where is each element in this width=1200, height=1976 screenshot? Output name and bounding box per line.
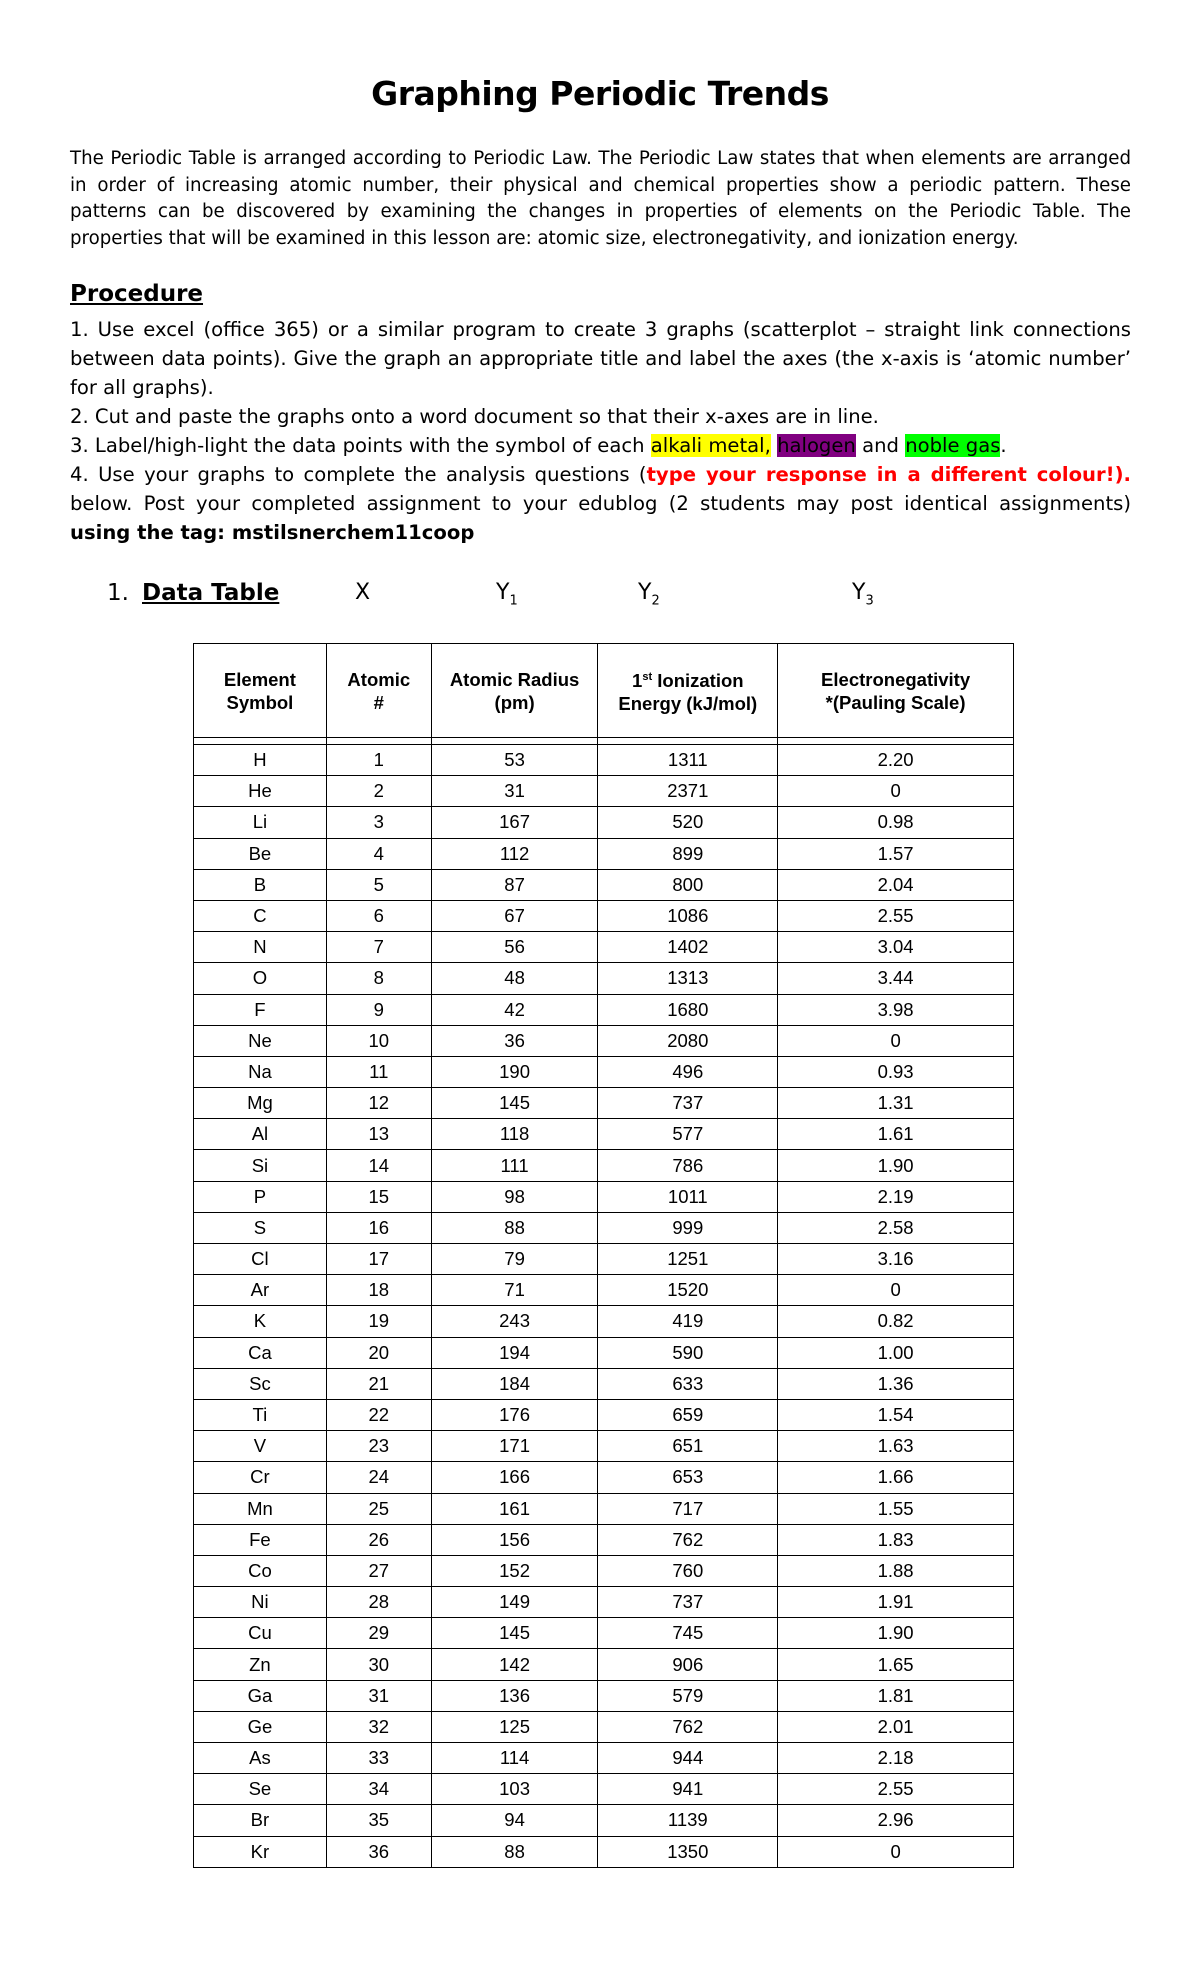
procedure-heading: Procedure [70,281,204,307]
cell-atomic-number: 36 [326,1836,431,1867]
cell-atomic-radius: 190 [431,1056,598,1087]
table-row [194,994,1014,1025]
cell-electronegativity: 0.82 [778,1306,1014,1337]
table-row [194,1119,1014,1150]
cell-atomic-radius: 31 [431,776,598,807]
axis-x-label: X [355,580,371,605]
cell-ionization-energy: 1311 [598,745,778,776]
cell-atomic-number: 17 [326,1244,431,1275]
cell-element-symbol: Ge [194,1711,327,1742]
cell-electronegativity: 2.55 [778,1774,1014,1805]
cell-element-symbol: Ga [194,1680,327,1711]
cell-element-symbol: Fe [194,1524,327,1555]
cell-atomic-number: 31 [326,1680,431,1711]
cell-electronegativity: 1.36 [778,1368,1014,1399]
periodic-data-table [193,643,1014,1868]
cell-atomic-number: 19 [326,1306,431,1337]
cell-atomic-radius: 79 [431,1244,598,1275]
cell-electronegativity: 2.20 [778,745,1014,776]
cell-atomic-radius: 103 [431,1774,598,1805]
axis-y1-sub: 1 [509,593,518,609]
cell-atomic-radius: 36 [431,1025,598,1056]
cell-atomic-number: 21 [326,1368,431,1399]
table-row [194,1368,1014,1399]
cell-atomic-radius: 142 [431,1649,598,1680]
data-table-number: 1. [107,580,129,606]
cell-atomic-radius: 194 [431,1337,598,1368]
cell-electronegativity: 2.18 [778,1743,1014,1774]
cell-element-symbol: Be [194,838,327,869]
cell-electronegativity: 0 [778,776,1014,807]
cell-electronegativity: 0 [778,1275,1014,1306]
cell-ionization-energy: 745 [598,1618,778,1649]
cell-electronegativity: 1.90 [778,1150,1014,1181]
axis-y3-letter: Y [852,580,866,605]
cell-element-symbol: As [194,1743,327,1774]
cell-atomic-radius: 166 [431,1462,598,1493]
step-3-text: 3. Label/high-light the data points with the symbol of each [70,434,651,457]
procedure-step-4 [70,460,1131,547]
cell-electronegativity: 1.65 [778,1649,1014,1680]
table-row [194,1836,1014,1867]
cell-electronegativity: 1.91 [778,1587,1014,1618]
cell-element-symbol: Al [194,1119,327,1150]
cell-atomic-radius: 112 [431,838,598,869]
table-row [194,1088,1014,1119]
cell-atomic-radius: 42 [431,994,598,1025]
cell-element-symbol: He [194,776,327,807]
cell-electronegativity: 1.57 [778,838,1014,869]
cell-atomic-radius: 145 [431,1088,598,1119]
table-row [194,1431,1014,1462]
cell-ionization-energy: 899 [598,838,778,869]
cell-electronegativity: 3.98 [778,994,1014,1025]
cell-atomic-number: 24 [326,1462,431,1493]
cell-ionization-energy: 2080 [598,1025,778,1056]
cell-electronegativity: 3.44 [778,963,1014,994]
cell-atomic-number: 20 [326,1337,431,1368]
cell-ionization-energy: 1251 [598,1244,778,1275]
cell-ionization-energy: 1313 [598,963,778,994]
step-3-and: and [855,434,906,457]
cell-element-symbol: Cr [194,1462,327,1493]
axis-y1-label [496,580,518,608]
cell-electronegativity: 2.96 [778,1805,1014,1836]
table-row [194,1680,1014,1711]
cell-ionization-energy: 1086 [598,900,778,931]
cell-electronegativity: 2.19 [778,1181,1014,1212]
cell-element-symbol: P [194,1181,327,1212]
table-row [194,1150,1014,1181]
cell-element-symbol: K [194,1306,327,1337]
cell-atomic-radius: 243 [431,1306,598,1337]
cell-ionization-energy: 800 [598,869,778,900]
cell-element-symbol: Kr [194,1836,327,1867]
cell-ionization-energy: 786 [598,1150,778,1181]
cell-atomic-radius: 176 [431,1399,598,1430]
axis-y1-letter: Y [496,580,510,605]
table-row [194,1649,1014,1680]
cell-atomic-number: 7 [326,932,431,963]
cell-ionization-energy: 762 [598,1524,778,1555]
table-row [194,745,1014,776]
cell-ionization-energy: 1520 [598,1275,778,1306]
cell-atomic-number: 16 [326,1212,431,1243]
table-row [194,1244,1014,1275]
cell-ionization-energy: 762 [598,1711,778,1742]
axis-y2-letter: Y [638,580,652,605]
noble-gas-highlight: noble gas [905,434,1001,457]
cell-atomic-number: 14 [326,1150,431,1181]
intro-paragraph: The Periodic Table is arranged according to Periodic Law. The Periodic Law states that when elements are arranged in order of increasing atomic number, their physical and chemical properties show a periodic pattern. These patterns can be discovered by examining the changes in properties of elements on the Periodic Table. The properties that will be examined in this lesson are: atomic size, electronegativity, and ionization energy. [70,148,1131,249]
cell-electronegativity: 2.01 [778,1711,1014,1742]
table-row [194,1306,1014,1337]
cell-atomic-radius: 53 [431,745,598,776]
header-element-symbol: Element Symbol [194,644,327,738]
cell-element-symbol: Mg [194,1088,327,1119]
cell-ionization-energy: 633 [598,1368,778,1399]
cell-atomic-number: 5 [326,869,431,900]
cell-electronegativity: 1.88 [778,1555,1014,1586]
cell-atomic-number: 29 [326,1618,431,1649]
cell-atomic-radius: 136 [431,1680,598,1711]
cell-atomic-number: 2 [326,776,431,807]
cell-electronegativity: 0 [778,1025,1014,1056]
cell-element-symbol: Cl [194,1244,327,1275]
table-row [194,1743,1014,1774]
axis-y2-sub: 2 [651,593,660,609]
table-row [194,1618,1014,1649]
cell-atomic-radius: 87 [431,869,598,900]
cell-atomic-radius: 48 [431,963,598,994]
cell-element-symbol: Zn [194,1649,327,1680]
cell-element-symbol: Ar [194,1275,327,1306]
cell-electronegativity: 1.83 [778,1524,1014,1555]
cell-electronegativity: 3.04 [778,932,1014,963]
cell-ionization-energy: 1680 [598,994,778,1025]
cell-atomic-number: 11 [326,1056,431,1087]
cell-ionization-energy: 1139 [598,1805,778,1836]
cell-atomic-number: 3 [326,807,431,838]
table-row [194,1805,1014,1836]
cell-atomic-number: 8 [326,963,431,994]
cell-ionization-energy: 590 [598,1337,778,1368]
axis-y3-label [852,580,874,608]
step-4-text: 4. Use your graphs to complete the analysis questions ( [70,463,647,486]
cell-element-symbol: S [194,1212,327,1243]
table-row [194,900,1014,931]
table-row [194,838,1014,869]
cell-ionization-energy: 1011 [598,1181,778,1212]
table-row [194,1587,1014,1618]
cell-element-symbol: C [194,900,327,931]
cell-atomic-radius: 56 [431,932,598,963]
cell-ionization-energy: 653 [598,1462,778,1493]
cell-atomic-number: 13 [326,1119,431,1150]
table-row [194,1275,1014,1306]
cell-atomic-number: 27 [326,1555,431,1586]
cell-ionization-energy: 737 [598,1587,778,1618]
cell-atomic-radius: 94 [431,1805,598,1836]
cell-electronegativity: 0.93 [778,1056,1014,1087]
cell-element-symbol: Ni [194,1587,327,1618]
cell-element-symbol: Cu [194,1618,327,1649]
cell-atomic-radius: 171 [431,1431,598,1462]
cell-atomic-number: 1 [326,745,431,776]
header-atomic-radius: Atomic Radius (pm) [431,644,598,738]
cell-ionization-energy: 419 [598,1306,778,1337]
cell-ionization-energy: 2371 [598,776,778,807]
cell-element-symbol: V [194,1431,327,1462]
cell-electronegativity: 0.98 [778,807,1014,838]
cell-element-symbol: Na [194,1056,327,1087]
cell-atomic-radius: 114 [431,1743,598,1774]
cell-atomic-radius: 98 [431,1181,598,1212]
cell-atomic-radius: 125 [431,1711,598,1742]
table-row [194,1212,1014,1243]
cell-atomic-number: 10 [326,1025,431,1056]
cell-atomic-number: 35 [326,1805,431,1836]
cell-electronegativity: 1.54 [778,1399,1014,1430]
cell-ionization-energy: 651 [598,1431,778,1462]
table-row [194,1181,1014,1212]
cell-element-symbol: Si [194,1150,327,1181]
cell-ionization-energy: 941 [598,1774,778,1805]
page-title: Graphing Periodic Trends [371,74,829,113]
cell-ionization-energy: 944 [598,1743,778,1774]
cell-atomic-radius: 167 [431,807,598,838]
table-row [194,1524,1014,1555]
table-row [194,1025,1014,1056]
cell-electronegativity: 2.58 [778,1212,1014,1243]
table-row [194,1493,1014,1524]
cell-ionization-energy: 579 [598,1680,778,1711]
table-row [194,1462,1014,1493]
cell-atomic-radius: 88 [431,1836,598,1867]
table-row [194,869,1014,900]
table-header-row [194,644,1014,738]
cell-electronegativity: 0 [778,1836,1014,1867]
table-row [194,932,1014,963]
cell-element-symbol: Ca [194,1337,327,1368]
cell-element-symbol: Mn [194,1493,327,1524]
cell-ionization-energy: 577 [598,1119,778,1150]
cell-atomic-number: 22 [326,1399,431,1430]
step-3-end: . [1000,434,1007,457]
response-colour-note: type your response in a different colour!). [646,463,1131,486]
cell-element-symbol: O [194,963,327,994]
cell-element-symbol: Ti [194,1399,327,1430]
halogen-highlight: halogen [777,434,856,457]
cell-element-symbol: Ne [194,1025,327,1056]
cell-electronegativity: 2.04 [778,869,1014,900]
cell-electronegativity: 3.16 [778,1244,1014,1275]
cell-element-symbol: B [194,869,327,900]
cell-electronegativity: 1.66 [778,1462,1014,1493]
table-row [194,1711,1014,1742]
cell-element-symbol: Se [194,1774,327,1805]
cell-electronegativity: 2.55 [778,900,1014,931]
cell-ionization-energy: 520 [598,807,778,838]
alkali-metal-highlight: alkali metal, [650,434,771,457]
cell-element-symbol: H [194,745,327,776]
cell-electronegativity: 1.63 [778,1431,1014,1462]
cell-element-symbol: Co [194,1555,327,1586]
cell-atomic-number: 28 [326,1587,431,1618]
cell-element-symbol: Li [194,807,327,838]
cell-atomic-number: 26 [326,1524,431,1555]
procedure-step-2: 2. Cut and paste the graphs onto a word document so that their x-axes are in line. [70,405,879,428]
cell-ionization-energy: 760 [598,1555,778,1586]
cell-electronegativity: 1.81 [778,1680,1014,1711]
cell-atomic-radius: 118 [431,1119,598,1150]
table-row [194,1337,1014,1368]
cell-atomic-number: 25 [326,1493,431,1524]
cell-atomic-number: 30 [326,1649,431,1680]
cell-atomic-radius: 67 [431,900,598,931]
table-row [194,1399,1014,1430]
cell-atomic-radius: 156 [431,1524,598,1555]
cell-atomic-radius: 149 [431,1587,598,1618]
axis-y3-sub: 3 [865,593,874,609]
cell-element-symbol: F [194,994,327,1025]
header-atomic-number: Atomic # [326,644,431,738]
step-4-mid: below. Post your completed assignment to your edublog (2 students may post identical assignments) [70,492,1131,515]
cell-element-symbol: Br [194,1805,327,1836]
procedure-step-3 [70,431,1131,460]
cell-atomic-number: 32 [326,1711,431,1742]
cell-atomic-number: 23 [326,1431,431,1462]
cell-electronegativity: 1.00 [778,1337,1014,1368]
axis-y2-label [638,580,660,608]
cell-ionization-energy: 659 [598,1399,778,1430]
cell-ionization-energy: 999 [598,1212,778,1243]
cell-atomic-number: 18 [326,1275,431,1306]
table-body [194,738,1014,1868]
table-spacer-row [194,738,1014,745]
header-ionization-energy: 1st Ionization Energy (kJ/mol) [598,644,778,738]
procedure-list [70,315,1131,547]
cell-atomic-radius: 145 [431,1618,598,1649]
cell-atomic-number: 15 [326,1181,431,1212]
cell-atomic-number: 6 [326,900,431,931]
cell-atomic-number: 12 [326,1088,431,1119]
cell-atomic-radius: 71 [431,1275,598,1306]
table-row [194,1774,1014,1805]
data-table-heading: Data Table [142,580,280,606]
cell-atomic-number: 34 [326,1774,431,1805]
edublog-tag: using the tag: mstilsnerchem11coop [70,521,475,544]
cell-atomic-radius: 184 [431,1368,598,1399]
cell-ionization-energy: 906 [598,1649,778,1680]
cell-atomic-radius: 88 [431,1212,598,1243]
table-row [194,1056,1014,1087]
cell-element-symbol: N [194,932,327,963]
cell-ionization-energy: 737 [598,1088,778,1119]
cell-ionization-energy: 496 [598,1056,778,1087]
cell-electronegativity: 1.55 [778,1493,1014,1524]
procedure-step-1: 1. Use excel (office 365) or a similar program to create 3 graphs (scatterplot – straight link connections between data points). Give the graph an appropriate title and label the axes (the x-axis is ‘atomic number’ for all graphs). [70,318,1131,399]
cell-atomic-number: 9 [326,994,431,1025]
header-electronegativity: Electronegativity *(Pauling Scale) [778,644,1014,738]
table-row [194,776,1014,807]
cell-electronegativity: 1.61 [778,1119,1014,1150]
cell-ionization-energy: 1350 [598,1836,778,1867]
cell-atomic-radius: 152 [431,1555,598,1586]
cell-atomic-radius: 111 [431,1150,598,1181]
table-row [194,963,1014,994]
cell-atomic-radius: 161 [431,1493,598,1524]
cell-atomic-number: 4 [326,838,431,869]
cell-electronegativity: 1.31 [778,1088,1014,1119]
cell-electronegativity: 1.90 [778,1618,1014,1649]
cell-element-symbol: Sc [194,1368,327,1399]
cell-atomic-number: 33 [326,1743,431,1774]
table-row [194,807,1014,838]
table-row [194,1555,1014,1586]
cell-ionization-energy: 717 [598,1493,778,1524]
cell-ionization-energy: 1402 [598,932,778,963]
